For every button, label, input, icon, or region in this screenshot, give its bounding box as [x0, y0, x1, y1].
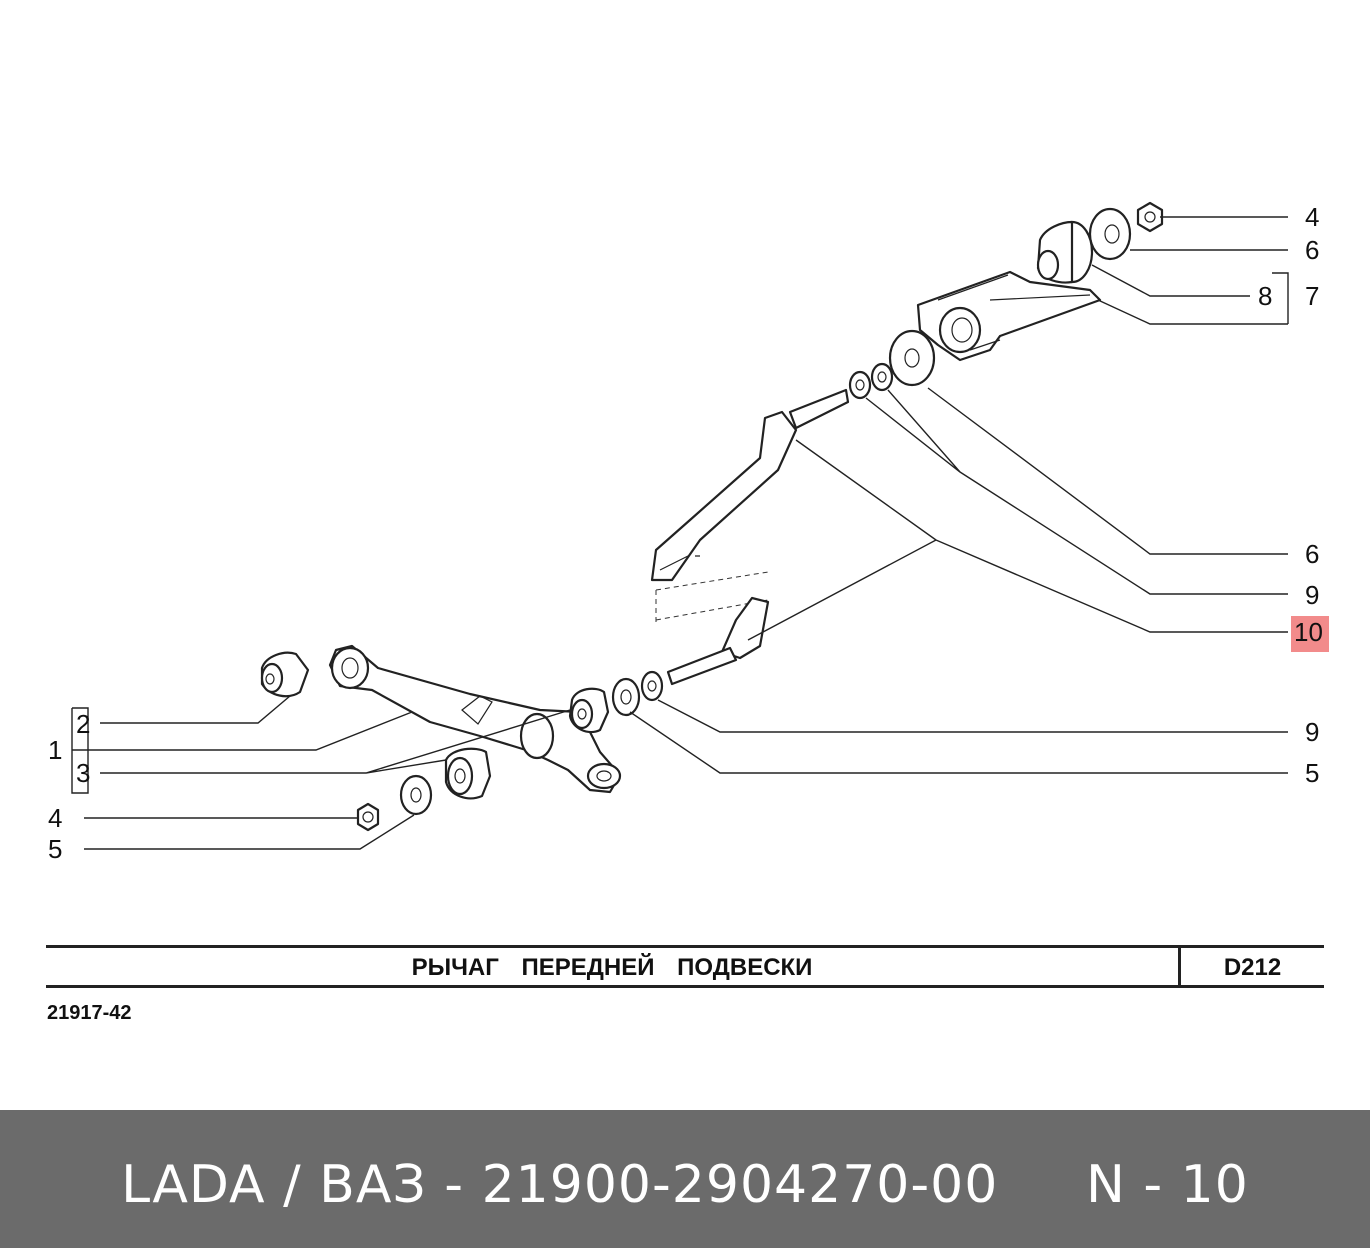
stabilizer-bar-part: [652, 390, 848, 684]
nut-left-4-part: [358, 804, 378, 830]
diagram-title: РЫЧАГ ПЕРЕДНЕЙ ПОДВЕСКИ: [411, 954, 813, 981]
washer-top-part: [1090, 209, 1130, 259]
callout-right-10: 10: [1294, 617, 1323, 647]
bushing-3-lower-part: [446, 749, 490, 799]
callout-right-low-5: 5: [1305, 758, 1320, 788]
footer-position-label: N - 10: [1085, 1155, 1249, 1215]
nut-top-part: [1138, 203, 1162, 231]
washer-low-9-part: [642, 672, 662, 700]
callout-right-top-6: 6: [1305, 235, 1320, 265]
bracket-part: [918, 272, 1100, 360]
callout-left-5: 5: [48, 834, 63, 864]
footer-brand: LADA / ВАЗ: [121, 1155, 427, 1215]
bushing-3-upper-part: [570, 689, 608, 732]
footer-bar: [0, 1110, 1370, 1248]
bushing-top-part: [1038, 222, 1092, 282]
footer-part-number: 21900-2904270-00: [481, 1155, 999, 1215]
callout-left-4: 4: [48, 803, 63, 833]
washer-left-5-part: [401, 776, 431, 814]
callout-right-8: 8: [1258, 281, 1273, 311]
footer-text: [0, 1110, 1370, 1248]
footer-separator: -: [426, 1155, 482, 1215]
washer-mid-9b-part: [850, 372, 870, 398]
bushing-2-part: [262, 653, 308, 696]
callout-right-mid-6: 6: [1305, 539, 1320, 569]
callout-right-top-4: 4: [1305, 202, 1320, 232]
footer-gap: [998, 1155, 1086, 1215]
title-block: [46, 945, 1324, 988]
page-code: D212: [1223, 954, 1282, 981]
washer-mid-6-part: [890, 331, 934, 385]
callout-left-3: 3: [76, 758, 91, 788]
callout-left-1: 1: [48, 735, 63, 765]
washer-low-5-part: [613, 679, 639, 715]
drawing-number: 21917-42: [47, 1002, 132, 1024]
callout-right-7: 7: [1305, 281, 1320, 311]
callout-left-2: 2: [76, 709, 91, 739]
washer-mid-9a-part: [872, 364, 892, 390]
callout-right-low-9: 9: [1305, 717, 1320, 747]
callout-right-mid-9: 9: [1305, 580, 1320, 610]
